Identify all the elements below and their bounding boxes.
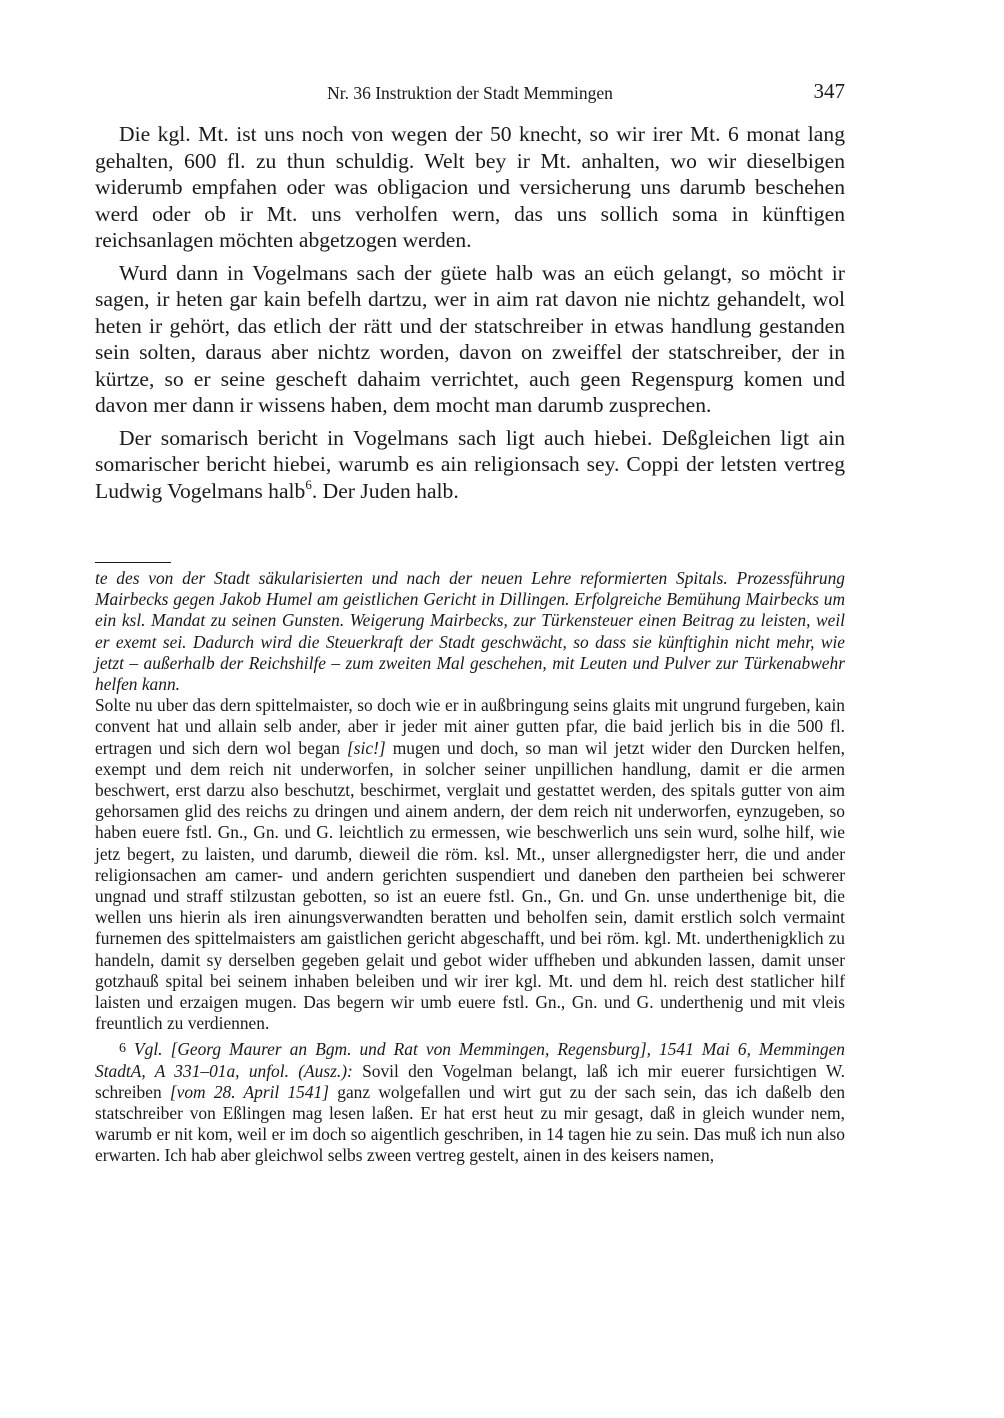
footnote-separator <box>95 562 171 563</box>
paragraph-3-text: Der somarisch bericht in Vogelmans sach ligt auch hiebei. Deßgleichen ligt ain somarischer bericht hiebei, warumb es ain religionsach sey. Coppi der letsten vertreg Ludwig Vogelmans halb <box>95 425 845 503</box>
paragraph-3 <box>95 425 845 505</box>
running-title: Nr. 36 Instruktion der Stadt Memmingen <box>327 83 613 103</box>
footnote-continuation-summary <box>95 568 845 695</box>
footnote-sic: [sic!] <box>347 737 386 758</box>
main-text <box>95 121 845 510</box>
paragraph-2: Wurd dann in Vogelmans sach der güete halb was an eüch gelangt, so möcht ir sagen, ir heten gar kain befelh dartzu, wer in aim rat davon nie nichtz gehandelt, wol heten ir gehört, das etlich der rätt und der statschreiber in etwas handlung gestanden sein solten, daraus aber nichtz worden, davon on zweiffel der statschreiber, der in kürtze, so er seine gescheft dahaim verrichtet, auch geen Regenspurg komen und davon mer dann ir wissens haben, dem mocht man darumb zusprechen. <box>95 260 845 417</box>
paragraph-3-end: . Der Juden halb. <box>311 478 459 503</box>
footnote-quote-text-a: Solte nu uber das dern spittelmaister, so doch wie er in außbringung seins glaits mit ungrund furgeben, kain convent hat und allain selb ander, aber ir jeder mit ainer gutten pfar, die baid jerlich bis in die 500 fl. ertragen und sich dern wol began <box>95 695 845 758</box>
footnote-reference-6[interactable]: 6 <box>305 476 312 492</box>
page-number: 347 <box>813 79 845 103</box>
running-header <box>95 80 845 106</box>
footnote-6 <box>95 1038 845 1166</box>
footnote-continuation-quote <box>95 695 845 1034</box>
footnote-6-source: Vgl. [Georg Maurer an Bgm. und Rat von Memmingen, Regensburg], 1541 Mai 6, Memmingen StadtA, A 331–01a, unfol. (Ausz.): <box>95 1039 845 1081</box>
footnotes <box>95 568 845 1167</box>
footnote-6-number: 6 <box>119 1041 126 1057</box>
footnote-6-text-b: ganz wolgefallen und wirt gut zu der sach sein, das ich daßelb den statschreiber von Eßlingen mag lesen laßen. Er hat erst heut zu mir gesagt, daß in gleich wunder nem, warumb er nit kom, weil er im doch so aigentlich geschriben, in 14 tagen hie zu sein. Das muß ich nun also erwarten. Ich hab aber gleichwol selbs zween vertreg gestelt, ainen in des keisers namen, <box>95 1081 846 1166</box>
paragraph-1: Die kgl. Mt. ist uns noch von wegen der 50 knecht, so wir irer Mt. 6 monat lang gehalten, 600 fl. zu thun schuldig. Welt bey ir Mt. anhalten, wo wir dieselbigen widerumb empfahen oder was obligacion und versicherung uns darumb beschehen werd oder ob ir Mt. uns verholfen wern, das uns sollich soma in künftigen reichsanlagen möchten abgetzogen werden. <box>95 122 845 252</box>
footnote-summary-italic: te des von der Stadt säkularisierten und nach der neuen Lehre reformierten Spitals. Prozessführung Mairbecks gegen Jakob Humel am geistlichen Gericht in Dillingen. Erfolgreiche Bemühung Mairbecks um ein ksl. Mandat zu seinen Gunsten. Weigerung Mairbecks, zur Türkensteuer einen Beitrag zu leisten, weil er exemt sei. Dadurch wird die Steuerkraft der Stadt geschwächt, so dass sie künftighin nicht mehr, wie jetzt – außerhalb der Reichshilfe – zum zweiten Mal geschehen, mit Leuten und Pulver zur Türkenabwehr helfen kann. <box>95 568 845 695</box>
footnote-quote-text-b: mugen und doch, so man wil jetzt wider den Durcken helfen, exempt und dem reich nit underworfen, in solcher seiner unpillichen handlung, damit er die armen beschwert, erst darzu also beschutzt, beschirmet, verglait und gestattet werden, des spitals gutter von aim gehorsamen glid des reichs zu dringen und ainem andern, der dem reich nit underworfen, eynzugeben, so haben euere fstl. Gn., Gn. und G. leichtlich zu ermessen, wie beschwerlich uns sein wurd, solhe hilf, wie jetz begert, zu laisten, und darumb, dieweil die röm. ksl. Mt., unser allergnedigster herr, die und ander religionsachen am camer- und andern gerichten suspendiert und daneben den partheien bei schwerer ungnad und straff stilzustan gebotten, so ist an euere fstl. Gn., Gn. und Gn. unse underthenige bit, die wellen uns hierin als iren ainungsverwandten beratten und beholfen sein, damit erstlich solch vermaint furnemen des spittelmaisters am gaistlichen gericht abgeschafft, und bei röm. kgl. Mt. underthenigklich zu handeln, damit sy derselben gegeben gelait und gebot wider uffheben und abkunden lassen, damit unser gotzhauß spital bei seinem inhaben beleiben und wir irer kgl. Mt. und dem hl. reich dest statlicher hilf laisten und erzaigen mugen. Das begern wir umb euere fstl. Gn., Gn. und G. underthenig und mit vleis freuntlich zu verdiennen. <box>95 737 845 1034</box>
footnote-6-date: [vom 28. April 1541] <box>169 1081 330 1102</box>
footnote-6-text-a: Sovil den Vogelman belangt, laß ich mir euerer fursichtigen W. schreiben <box>95 1060 845 1102</box>
